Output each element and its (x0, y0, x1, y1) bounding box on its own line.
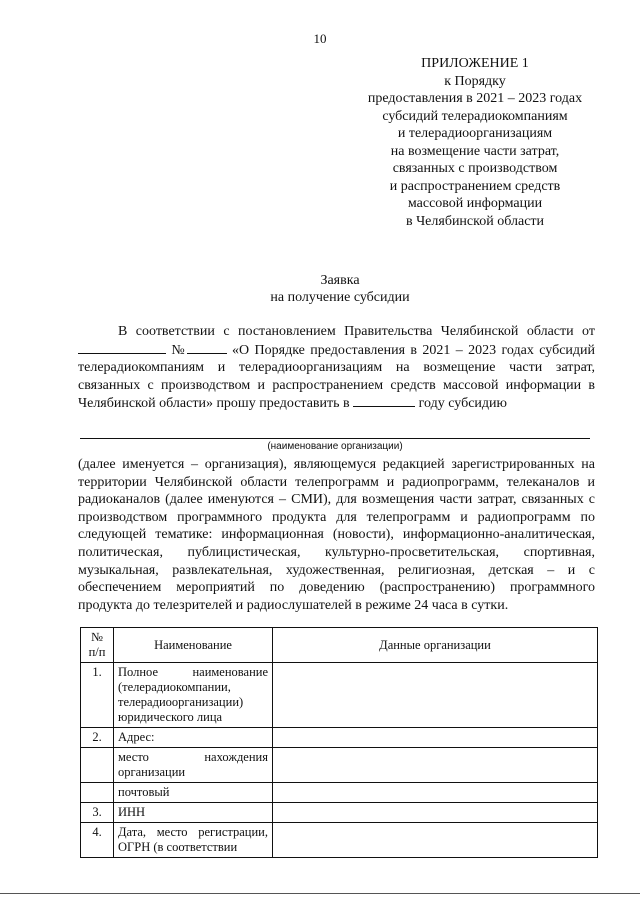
page-bottom-rule (0, 893, 640, 894)
row-number: 1. (81, 663, 114, 728)
table-row (81, 823, 598, 858)
number-blank[interactable] (187, 341, 227, 354)
row-number: 2. (81, 728, 114, 748)
row-name: Дата, место регистрации, ОГРН (в соответствии (114, 823, 273, 858)
row-value-cell[interactable] (273, 663, 598, 728)
title-line-1: Заявка (320, 273, 360, 288)
intro-text-d: году субсидию (418, 396, 508, 412)
row-name: Адрес: (114, 728, 273, 748)
appendix-line: и распространением средств (389, 178, 561, 194)
appendix-line: и телерадиоорганизациям (397, 126, 553, 141)
table-header-row (81, 628, 598, 663)
table-row (81, 783, 598, 803)
appendix-line: предоставления в 2021 – 2023 годах (367, 91, 583, 106)
appendix-header (355, 55, 595, 230)
row-number (81, 748, 114, 783)
table-row (81, 803, 598, 823)
table-row (81, 748, 598, 783)
document-title (0, 272, 640, 306)
year-blank[interactable] (353, 394, 415, 407)
row-number: 3. (81, 803, 114, 823)
page-number: 10 (313, 31, 327, 46)
row-value-cell[interactable] (273, 783, 598, 803)
appendix-line: ПРИЛОЖЕНИЕ 1 (421, 56, 529, 71)
intro-paragraph (78, 323, 595, 413)
row-name: почтовый (114, 783, 273, 803)
table-row (81, 663, 598, 728)
organization-name-line[interactable] (80, 438, 590, 439)
row-value-cell[interactable] (273, 728, 598, 748)
row-name: ИНН (114, 803, 273, 823)
row-name: место нахождения организации (114, 748, 273, 783)
main-paragraph: (далее именуется – организация), являющемуся редакцией зарегистрированных на территории Челябинской области телепрограмм и радиопрограмм, телеканалов и радиоканалов (далее именуются – СМИ), для возмещения части затрат, связанных с производством программного продукта для телепрограмм и радиопрограмм по следующей тематике: информационная (новости), информационно-аналитическая, политическая, публицистическая, культурно-просветительская, спортивная, музыкальная, развлекательная, художественная, религиозная, детская – и с обеспечением мероприятий по доведению (распространению) программного продукта до телезрителей и радиослушателей в режиме 24 часа в сутки. (78, 457, 595, 613)
appendix-line: связанных с производством (392, 161, 558, 176)
row-number: 4. (81, 823, 114, 858)
organization-caption: (наименование организации) (267, 441, 403, 452)
date-blank[interactable] (78, 341, 166, 354)
row-value-cell[interactable] (273, 823, 598, 858)
intro-text-b: № (171, 342, 187, 358)
appendix-line: субсидий телерадиокомпаниям (382, 108, 568, 124)
intro-text-a: В соответствии с постановлением Правительства Челябинской области от (118, 324, 595, 339)
row-number (81, 783, 114, 803)
row-value-cell[interactable] (273, 748, 598, 783)
table-row (81, 728, 598, 748)
header-number: № п/п (81, 628, 114, 663)
header-name: Наименование (114, 628, 273, 663)
appendix-line: на возмещение части затрат, (390, 143, 560, 159)
row-name: Полное наименование (телерадиокомпании, телерадиоорганизации) юридического лица (114, 663, 273, 728)
organization-data-table (80, 627, 598, 858)
intro-text-c: «О Порядке предоставления в 2021 – 2023 годах субсидий телерадиокомпаниям и телерадиоорганизациям на возмещение части затрат, связанных с производством и распространением средств массовой информации в Челябинской области» прошу предоставить в (78, 342, 596, 412)
appendix-line: массовой информации (407, 196, 543, 211)
header-data: Данные организации (273, 628, 598, 663)
row-value-cell[interactable] (273, 803, 598, 823)
appendix-line: к Порядку (444, 73, 506, 89)
appendix-line: в Челябинской области (405, 213, 545, 229)
title-line-2: на получение субсидии (270, 290, 410, 305)
